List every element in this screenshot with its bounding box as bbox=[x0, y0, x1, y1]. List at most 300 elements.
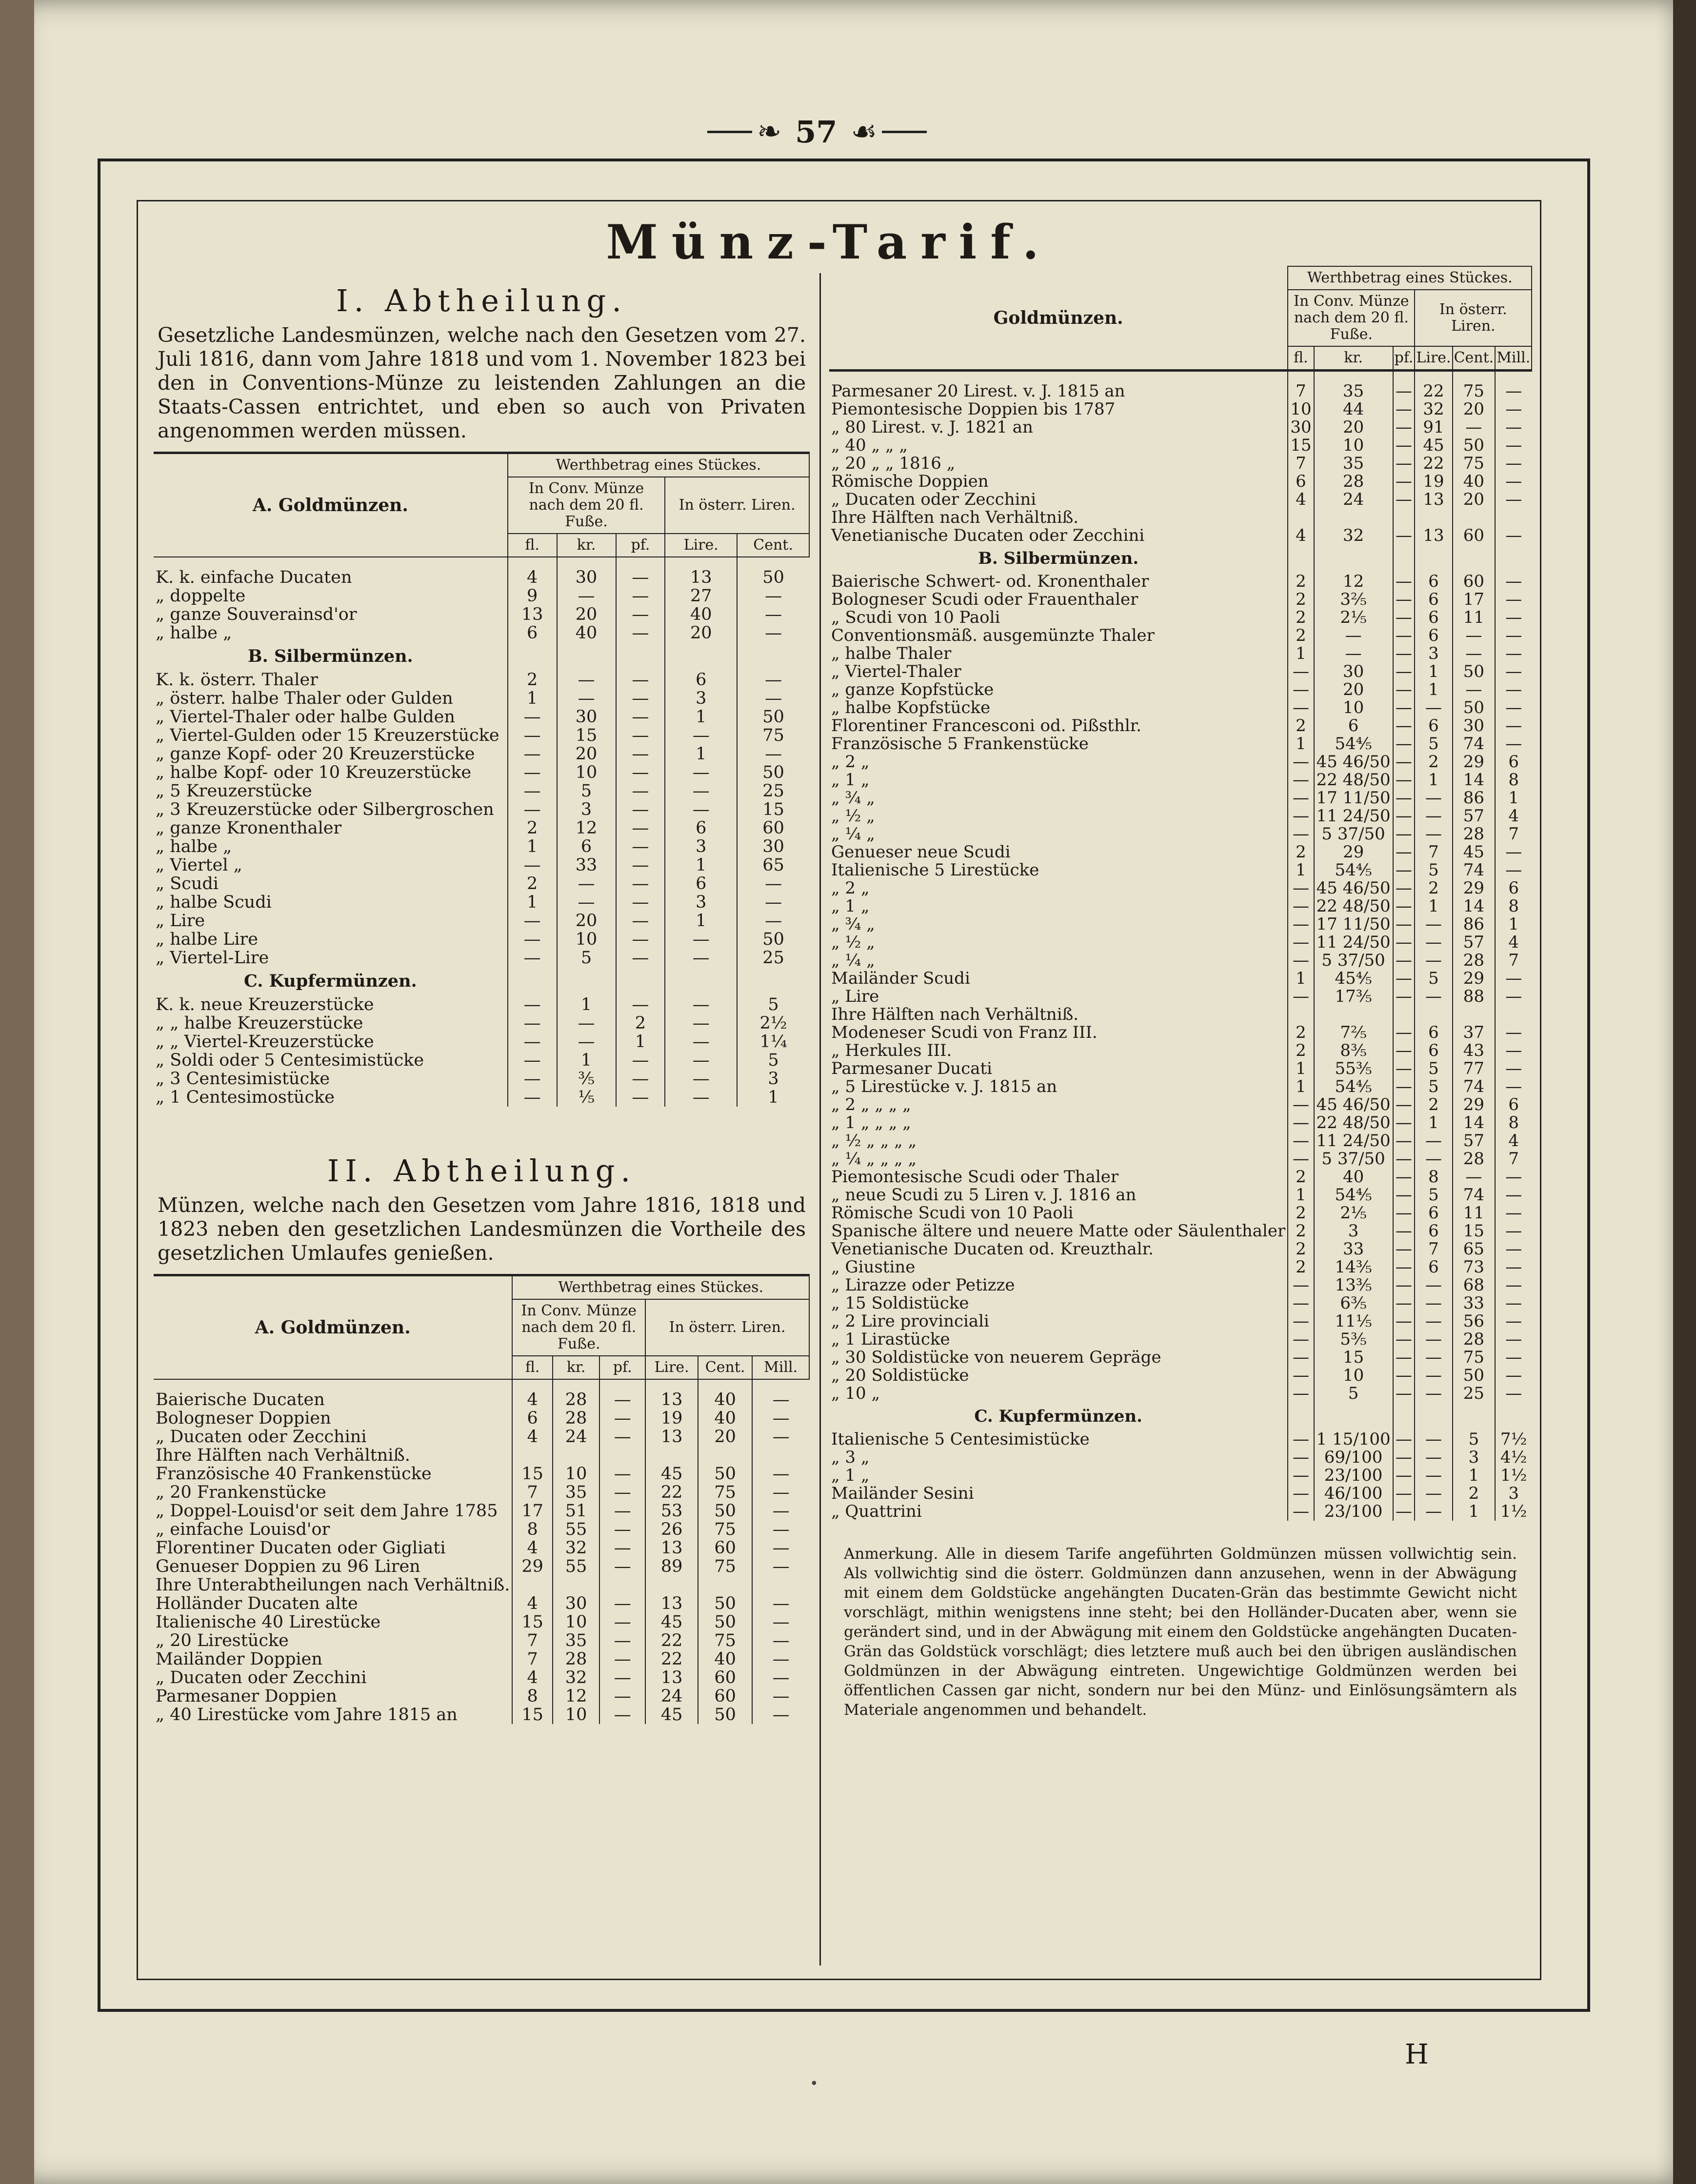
value-cell: — bbox=[1453, 418, 1496, 437]
value-cell: 20 bbox=[665, 624, 737, 642]
value-cell: 57 bbox=[1453, 807, 1496, 825]
value-cell: 17 bbox=[512, 1502, 552, 1520]
value-cell: 7 bbox=[512, 1631, 552, 1650]
coin-name: Parmesaner Doppien bbox=[156, 1687, 337, 1706]
value-cell: — bbox=[1393, 1312, 1415, 1330]
value-cell: 20 bbox=[1453, 491, 1496, 509]
value-cell: — bbox=[1495, 843, 1532, 861]
coin-name: „ Herkules III. bbox=[831, 1041, 952, 1060]
t3-kr: kr. bbox=[1314, 346, 1393, 371]
value-cell: — bbox=[1393, 491, 1415, 509]
coin-name: „ Lirazze oder Petizze bbox=[831, 1275, 1015, 1295]
value-cell: — bbox=[1393, 699, 1415, 717]
value-cell: — bbox=[1393, 1503, 1415, 1521]
value-cell: — bbox=[1393, 455, 1415, 473]
value-cell: 75 bbox=[1453, 1349, 1496, 1367]
value-cell: — bbox=[1495, 681, 1532, 699]
coin-name: Italienische 5 Centesimistücke bbox=[831, 1430, 1090, 1449]
coin-name: „ ¼ „ „ „ „ bbox=[831, 1149, 917, 1169]
value-cell: 1 15/100 bbox=[1314, 1430, 1393, 1449]
table-row bbox=[829, 437, 1532, 455]
coin-name: „ 80 Lirest. v. J. 1821 an bbox=[831, 417, 1033, 437]
coin-name: „ Ducaten oder Zecchini bbox=[831, 490, 1037, 509]
table-row bbox=[829, 1168, 1532, 1186]
value-cell: — bbox=[599, 1428, 645, 1446]
table-row bbox=[154, 1576, 809, 1594]
coin-name: „ ½ „ bbox=[831, 806, 875, 826]
value-cell: 74 bbox=[1453, 735, 1496, 753]
t1-category: A. Goldmünzen. bbox=[154, 453, 508, 557]
coin-name: „ ½ „ „ „ „ bbox=[831, 1131, 917, 1151]
table-row bbox=[829, 843, 1532, 861]
value-cell: — bbox=[1495, 1258, 1532, 1276]
value-cell: — bbox=[1415, 1312, 1452, 1330]
table-row bbox=[154, 874, 809, 893]
coin-name: „ 2 „ bbox=[831, 878, 870, 898]
value-cell: 1½ bbox=[1495, 1467, 1532, 1485]
value-cell: 74 bbox=[1453, 1186, 1496, 1204]
value-cell: — bbox=[557, 893, 616, 912]
value-cell: — bbox=[1393, 1186, 1415, 1204]
value-cell: 13 bbox=[645, 1668, 698, 1687]
empty-cell bbox=[1288, 1403, 1314, 1430]
value-cell: 19 bbox=[645, 1409, 698, 1428]
coin-name: K. k. neue Kreuzerstücke bbox=[156, 995, 374, 1014]
value-cell: 1 bbox=[1453, 1503, 1496, 1521]
value-cell: 28 bbox=[1453, 952, 1496, 970]
t1-conv-header: In Conv. Münze nach dem 20 fl. Fuße. bbox=[508, 477, 665, 534]
value-cell: 13⅗ bbox=[1314, 1276, 1393, 1294]
value-cell: — bbox=[1393, 1294, 1415, 1312]
value-cell: 29 bbox=[1453, 970, 1496, 988]
value-cell: — bbox=[1393, 645, 1415, 663]
table-row bbox=[154, 1557, 809, 1576]
value-cell: — bbox=[1415, 1276, 1452, 1294]
table-row bbox=[154, 1613, 809, 1631]
table-row bbox=[829, 1222, 1532, 1240]
value-cell: — bbox=[1288, 807, 1314, 825]
value-cell: — bbox=[752, 1706, 809, 1724]
value-cell: 5 bbox=[1415, 970, 1452, 988]
value-cell: 10 bbox=[1288, 400, 1314, 418]
empty-cell bbox=[557, 967, 616, 995]
coin-name: Ihre Unterabtheilungen nach Verhältniß. bbox=[156, 1575, 510, 1595]
empty-cell bbox=[616, 642, 665, 671]
value-cell: — bbox=[616, 1051, 665, 1070]
value-cell: — bbox=[599, 1483, 645, 1502]
value-cell: 45 46/50 bbox=[1314, 879, 1393, 897]
t3-fl: fl. bbox=[1288, 346, 1314, 371]
value-cell: 40 bbox=[698, 1409, 752, 1428]
table-row bbox=[154, 930, 809, 949]
table-row bbox=[154, 671, 809, 689]
value-cell: 6 bbox=[1415, 1258, 1452, 1276]
value-cell: 45 bbox=[645, 1706, 698, 1724]
signature-mark: H bbox=[1405, 2039, 1429, 2070]
table-row bbox=[829, 1430, 1532, 1449]
t2-conv-header: In Conv. Münze nach dem 20 fl. Fuße. bbox=[512, 1299, 645, 1356]
table-row bbox=[829, 1367, 1532, 1385]
t2-mill: Mill. bbox=[752, 1356, 809, 1379]
table-row bbox=[829, 897, 1532, 915]
value-cell: 12 bbox=[553, 1687, 600, 1706]
value-cell: 24 bbox=[1314, 491, 1393, 509]
value-cell: 6 bbox=[665, 874, 737, 893]
value-cell: — bbox=[1495, 861, 1532, 879]
value-cell: 23/100 bbox=[1314, 1503, 1393, 1521]
value-cell: 15 bbox=[512, 1613, 552, 1631]
column-divider bbox=[819, 273, 821, 1966]
table-row bbox=[829, 879, 1532, 897]
value-cell: 13 bbox=[1415, 527, 1452, 545]
table-row bbox=[154, 763, 809, 782]
value-cell: 1 bbox=[1415, 1114, 1452, 1132]
value-cell: 6 bbox=[512, 1409, 552, 1428]
coin-name: Genueser neue Scudi bbox=[831, 842, 1011, 862]
value-cell: 4½ bbox=[1495, 1449, 1532, 1467]
table-row bbox=[154, 949, 809, 967]
value-cell: — bbox=[1495, 573, 1532, 591]
value-cell: 54⅘ bbox=[1314, 861, 1393, 879]
value-cell: 17 11/50 bbox=[1314, 789, 1393, 807]
value-cell: — bbox=[1393, 473, 1415, 491]
table-row bbox=[154, 1051, 809, 1070]
value-cell: 40 bbox=[698, 1650, 752, 1668]
value-cell: 4 bbox=[512, 1594, 552, 1613]
empty-cell bbox=[737, 642, 809, 671]
value-cell: 40 bbox=[1453, 473, 1496, 491]
value-cell: 33 bbox=[557, 856, 616, 874]
coin-name: „ 10 „ bbox=[831, 1384, 880, 1403]
value-cell: 37 bbox=[1453, 1024, 1496, 1042]
value-cell: 5 bbox=[1415, 861, 1452, 879]
t3-conv-header: In Conv. Münze nach dem 20 fl. Fuße. bbox=[1288, 290, 1415, 346]
t2-worth-header: Werthbetrag eines Stückes. bbox=[512, 1275, 809, 1300]
value-cell: 2 bbox=[508, 819, 557, 837]
value-cell: 50 bbox=[1453, 1367, 1496, 1385]
value-cell: — bbox=[599, 1631, 645, 1650]
value-cell: — bbox=[1393, 1132, 1415, 1150]
coin-name: Conventionsmäß. ausgemünzte Thaler bbox=[831, 626, 1155, 645]
coin-name: Baierische Schwert- od. Kronenthaler bbox=[831, 572, 1149, 591]
value-cell: 2⅕ bbox=[1314, 609, 1393, 627]
value-cell: 4 bbox=[1288, 527, 1314, 545]
value-cell: 4 bbox=[1288, 491, 1314, 509]
value-cell: 28 bbox=[1314, 473, 1393, 491]
coin-name: „ doppelte bbox=[156, 586, 246, 606]
value-cell: — bbox=[1393, 1168, 1415, 1186]
coin-name: Mailänder Doppien bbox=[156, 1649, 322, 1669]
value-cell: — bbox=[616, 708, 665, 726]
value-cell: 50 bbox=[698, 1706, 752, 1724]
value-cell: 57 bbox=[1453, 933, 1496, 952]
value-cell: 50 bbox=[1453, 699, 1496, 717]
value-cell: 25 bbox=[737, 782, 809, 800]
value-cell: — bbox=[616, 837, 665, 856]
value-cell: — bbox=[665, 1051, 737, 1070]
section2-text: Münzen, welche nach den Gesetzen vom Jahre 1816, 1818 und 1823 neben den gesetzlichen Landesmünzen die Vortheile des gesetzlichen Umlaufes genießen. bbox=[158, 1193, 806, 1265]
value-cell: — bbox=[1393, 527, 1415, 545]
table-row bbox=[829, 1114, 1532, 1132]
value-cell: — bbox=[1415, 1367, 1452, 1385]
value-cell: 11 24/50 bbox=[1314, 933, 1393, 952]
value-cell: — bbox=[665, 1088, 737, 1107]
value-cell: 5 bbox=[557, 949, 616, 967]
value-cell: — bbox=[1495, 1222, 1532, 1240]
value-cell bbox=[1288, 509, 1314, 527]
value-cell: — bbox=[1393, 663, 1415, 681]
value-cell: 10 bbox=[557, 763, 616, 782]
value-cell: 20 bbox=[1453, 400, 1496, 418]
value-cell: — bbox=[1288, 915, 1314, 933]
value-cell: 28 bbox=[1453, 1150, 1496, 1168]
table-row bbox=[829, 1312, 1532, 1330]
value-cell: — bbox=[508, 1088, 557, 1107]
footnote-anmerkung: Anmerkung. Alle in diesem Tarife angeführten Goldmünzen müssen vollwichtig sein. Als vollwichtig sind die österr. Goldmünzen dann anzusehen, wenn in der Abwägung mit einem dem Goldstücke angehängten Ducaten-Grän das bestimmte Gewicht nicht vorschlägt, mithin wenigstens inne steht; bei den Holländer-Ducaten aber, wenn sie gerändert sind, und in der Abwägung mit einem den Goldstücke angehängten Ducaten-Grän das Goldstück vorschlägt; dies letztere muß auch bei den übrigen ausländischen Goldmünzen in der Abwägung eintreten. Ungewichtige Goldmünzen werden bei öffentlichen Cassen gar nicht, sondern nur bei den Münz- und Einlösungsämtern als Materiale angenommen und behandelt. bbox=[844, 1545, 1517, 1719]
value-cell: 10 bbox=[553, 1465, 600, 1483]
value-cell: — bbox=[1453, 627, 1496, 645]
table-row bbox=[829, 1349, 1532, 1367]
value-cell: — bbox=[1288, 1430, 1314, 1449]
value-cell bbox=[1393, 509, 1415, 527]
value-cell: 30 bbox=[1314, 663, 1393, 681]
value-cell: — bbox=[752, 1379, 809, 1409]
value-cell: 1 bbox=[508, 837, 557, 856]
t1-cent: Cent. bbox=[737, 534, 809, 557]
empty-cell bbox=[1495, 545, 1532, 573]
table-row bbox=[829, 1467, 1532, 1485]
value-cell: 13 bbox=[665, 557, 737, 587]
value-cell: 3 bbox=[665, 837, 737, 856]
t2-body bbox=[154, 1379, 809, 1724]
value-cell: 2 bbox=[1288, 1222, 1314, 1240]
table-row bbox=[829, 1006, 1532, 1024]
value-cell: 35 bbox=[1314, 455, 1393, 473]
value-cell: 6 bbox=[1415, 609, 1452, 627]
value-cell: — bbox=[752, 1428, 809, 1446]
value-cell: 10 bbox=[557, 930, 616, 949]
table-row bbox=[154, 587, 809, 605]
value-cell: 2 bbox=[508, 874, 557, 893]
coin-name: „ Giustine bbox=[831, 1257, 916, 1277]
value-cell: 19 bbox=[1415, 473, 1452, 491]
value-cell bbox=[512, 1446, 552, 1465]
value-cell: 6 bbox=[1415, 1204, 1452, 1222]
coin-name: „ halbe Lire bbox=[156, 930, 258, 949]
table-row bbox=[829, 861, 1532, 879]
value-cell: 40 bbox=[557, 624, 616, 642]
value-cell: 45⅘ bbox=[1314, 970, 1393, 988]
value-cell: 22 48/50 bbox=[1314, 897, 1393, 915]
value-cell: 13 bbox=[645, 1428, 698, 1446]
value-cell: 6 bbox=[1415, 1024, 1452, 1042]
value-cell: 8 bbox=[512, 1687, 552, 1706]
value-cell: 7 bbox=[1288, 371, 1314, 401]
value-cell: — bbox=[752, 1502, 809, 1520]
value-cell bbox=[1453, 509, 1496, 527]
value-cell: — bbox=[599, 1409, 645, 1428]
value-cell: — bbox=[1393, 371, 1415, 401]
t1-worth-header: Werthbetrag eines Stückes. bbox=[508, 453, 809, 477]
value-cell: 2 bbox=[1288, 843, 1314, 861]
value-cell: 51 bbox=[553, 1502, 600, 1520]
value-cell: — bbox=[599, 1379, 645, 1409]
value-cell: 1 bbox=[557, 995, 616, 1014]
value-cell: 20 bbox=[557, 745, 616, 763]
value-cell: — bbox=[1495, 591, 1532, 609]
value-cell: 10 bbox=[553, 1613, 600, 1631]
value-cell: 20 bbox=[1314, 418, 1393, 437]
value-cell bbox=[1314, 1006, 1393, 1024]
value-cell: — bbox=[665, 995, 737, 1014]
empty-cell bbox=[1393, 545, 1415, 573]
value-cell: 3 bbox=[665, 689, 737, 708]
value-cell: 33 bbox=[1314, 1240, 1393, 1258]
value-cell: 13 bbox=[645, 1379, 698, 1409]
value-cell: ⅕ bbox=[557, 1088, 616, 1107]
value-cell: — bbox=[1495, 437, 1532, 455]
value-cell: — bbox=[1393, 843, 1415, 861]
t2-cent: Cent. bbox=[698, 1356, 752, 1379]
empty-cell bbox=[1415, 1403, 1452, 1430]
footer-mark: • bbox=[810, 2075, 818, 2092]
value-cell: — bbox=[1495, 735, 1532, 753]
value-cell: — bbox=[752, 1687, 809, 1706]
coin-name: „ Quattrini bbox=[831, 1502, 922, 1521]
coin-name: Italienische 40 Lirestücke bbox=[156, 1612, 381, 1632]
empty-cell bbox=[1314, 545, 1393, 573]
value-cell: 6 bbox=[1495, 753, 1532, 771]
value-cell: — bbox=[1393, 1150, 1415, 1168]
value-cell: 6 bbox=[1415, 591, 1452, 609]
value-cell: — bbox=[1495, 1078, 1532, 1096]
value-cell: — bbox=[616, 800, 665, 819]
empty-cell bbox=[665, 967, 737, 995]
value-cell: 29 bbox=[1314, 843, 1393, 861]
coin-name: „ ¾ „ bbox=[831, 914, 875, 934]
value-cell: — bbox=[1288, 1330, 1314, 1349]
value-cell: 35 bbox=[553, 1631, 600, 1650]
coin-name: „ 20 Lirestücke bbox=[156, 1631, 289, 1650]
value-cell: — bbox=[1495, 491, 1532, 509]
value-cell: — bbox=[1314, 627, 1393, 645]
value-cell: 1 bbox=[665, 856, 737, 874]
coin-name: „ Scudi von 10 Paoli bbox=[831, 608, 1000, 627]
value-cell: — bbox=[665, 1032, 737, 1051]
value-cell: 1 bbox=[1288, 1186, 1314, 1204]
table-row bbox=[829, 371, 1532, 401]
value-cell: 8 bbox=[1495, 1114, 1532, 1132]
value-cell: 22 bbox=[645, 1650, 698, 1668]
value-cell: — bbox=[665, 1014, 737, 1032]
value-cell bbox=[599, 1446, 645, 1465]
table-row bbox=[829, 455, 1532, 473]
value-cell: 1 bbox=[737, 1088, 809, 1107]
value-cell: — bbox=[1288, 1294, 1314, 1312]
value-cell: — bbox=[557, 1032, 616, 1051]
value-cell: — bbox=[1393, 1204, 1415, 1222]
value-cell: 1 bbox=[1415, 681, 1452, 699]
value-cell: — bbox=[1393, 933, 1415, 952]
table-row bbox=[829, 1294, 1532, 1312]
value-cell: — bbox=[1288, 988, 1314, 1006]
value-cell: 45 bbox=[1453, 843, 1496, 861]
value-cell: — bbox=[1495, 1204, 1532, 1222]
value-cell: 5 bbox=[1314, 1385, 1393, 1403]
coin-name: „ neue Scudi zu 5 Liren v. J. 1816 an bbox=[831, 1185, 1137, 1205]
table-landesmuenzen bbox=[154, 452, 810, 1107]
table-row bbox=[829, 1240, 1532, 1258]
value-cell: 15 bbox=[512, 1465, 552, 1483]
coin-name: „ 40 „ „ „ bbox=[831, 436, 908, 455]
value-cell: — bbox=[737, 624, 809, 642]
value-cell: 30 bbox=[557, 557, 616, 587]
table-row bbox=[154, 624, 809, 642]
value-cell: — bbox=[1393, 1258, 1415, 1276]
value-cell: 55⅗ bbox=[1314, 1060, 1393, 1078]
right-column bbox=[829, 266, 1532, 1724]
value-cell: — bbox=[752, 1483, 809, 1502]
value-cell: 3 bbox=[1495, 1485, 1532, 1503]
table-row bbox=[829, 1024, 1532, 1042]
value-cell: — bbox=[1495, 988, 1532, 1006]
coin-name: „ 20 Soldistücke bbox=[831, 1366, 969, 1385]
value-cell: — bbox=[1495, 1312, 1532, 1330]
value-cell: — bbox=[1393, 1096, 1415, 1114]
coin-name: Piemontesische Doppien bis 1787 bbox=[831, 399, 1116, 419]
table-row bbox=[154, 1650, 809, 1668]
value-cell: 50 bbox=[737, 763, 809, 782]
table-row bbox=[154, 1379, 809, 1409]
coin-name: „ Viertel-Thaler bbox=[831, 662, 961, 681]
table-row bbox=[829, 1150, 1532, 1168]
value-cell: 50 bbox=[698, 1502, 752, 1520]
value-cell: — bbox=[1393, 1240, 1415, 1258]
value-cell: 3 bbox=[1415, 645, 1452, 663]
value-cell: — bbox=[557, 671, 616, 689]
value-cell: — bbox=[1415, 1485, 1452, 1503]
value-cell: 4 bbox=[1495, 933, 1532, 952]
value-cell: 6 bbox=[665, 671, 737, 689]
value-cell: 5 bbox=[1415, 1078, 1452, 1096]
value-cell: 54⅘ bbox=[1314, 735, 1393, 753]
value-cell: 20 bbox=[557, 912, 616, 930]
coin-name: Baierische Ducaten bbox=[156, 1390, 325, 1410]
subheading: B. Silbermünzen. bbox=[248, 646, 413, 666]
value-cell: — bbox=[1393, 591, 1415, 609]
value-cell: — bbox=[1288, 1467, 1314, 1485]
value-cell: 15 bbox=[1288, 437, 1314, 455]
value-cell: 1 bbox=[1288, 735, 1314, 753]
value-cell: 75 bbox=[1453, 371, 1496, 401]
value-cell: — bbox=[665, 949, 737, 967]
value-cell: — bbox=[1393, 952, 1415, 970]
t1-fl: fl. bbox=[508, 534, 557, 557]
value-cell: 22 48/50 bbox=[1314, 771, 1393, 789]
value-cell: 54⅘ bbox=[1314, 1186, 1393, 1204]
value-cell: — bbox=[508, 856, 557, 874]
coin-name: „ 2 „ „ „ „ bbox=[831, 1095, 911, 1114]
t3-lire: Lire. bbox=[1415, 346, 1452, 371]
t1-lire-header: In österr. Liren. bbox=[665, 477, 809, 534]
table-row bbox=[829, 609, 1532, 627]
value-cell: 10 bbox=[1314, 437, 1393, 455]
value-cell: — bbox=[599, 1613, 645, 1631]
table-row bbox=[829, 1186, 1532, 1204]
value-cell: — bbox=[508, 1032, 557, 1051]
value-cell: 4 bbox=[1495, 1132, 1532, 1150]
table-row bbox=[829, 1258, 1532, 1276]
